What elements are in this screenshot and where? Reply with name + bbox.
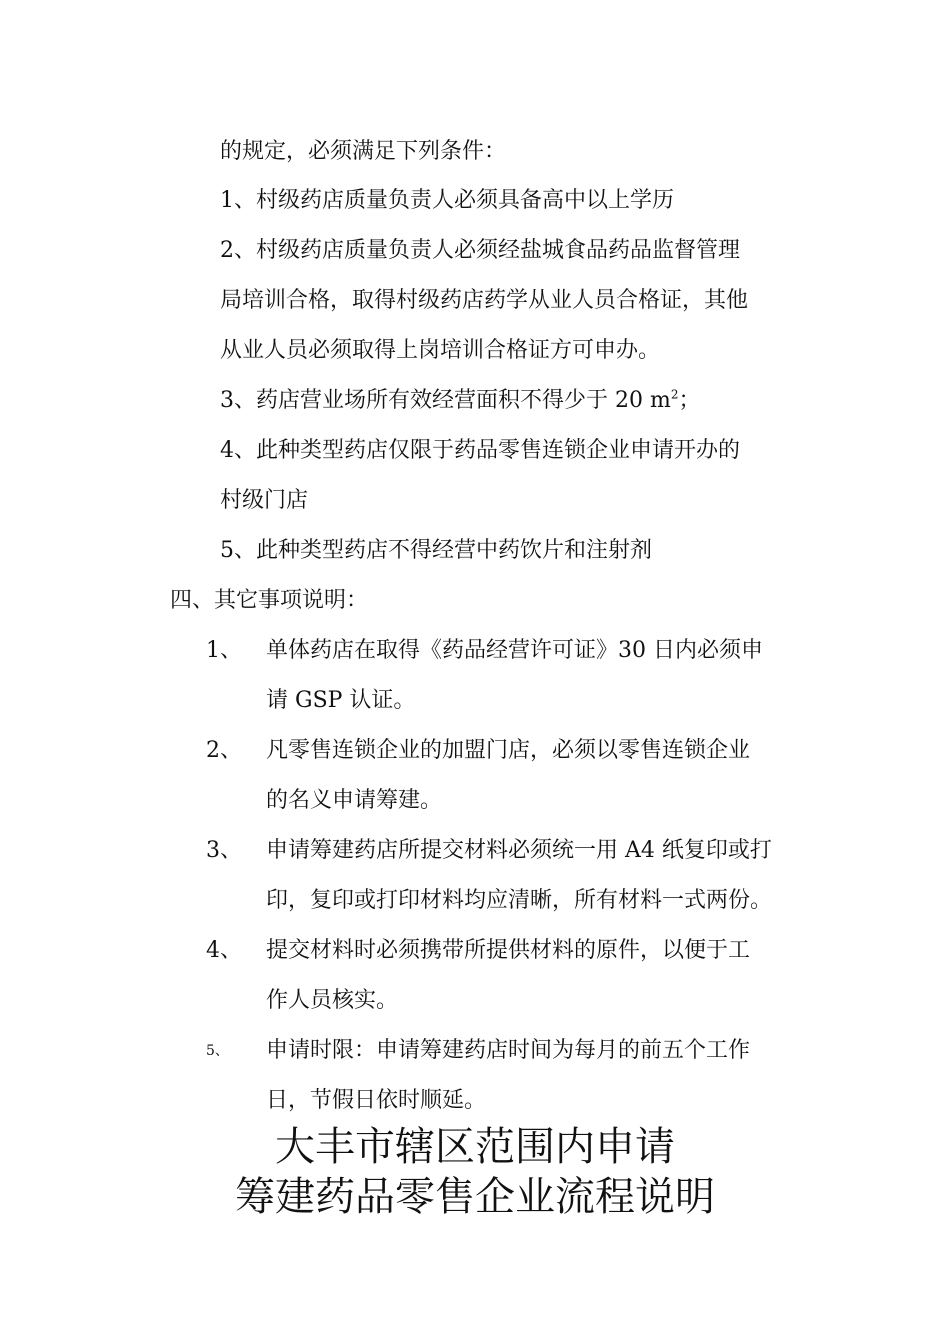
- condition-3-end: ；: [678, 388, 701, 413]
- item-3-number: 3、: [206, 838, 242, 863]
- item-1-number: 1、: [206, 638, 242, 663]
- condition-1: 1、村级药店质量负责人必须具备高中以上学历: [220, 188, 674, 213]
- item-3-line-1: 申请筹建药店所提交材料必须统一用 A4 纸复印或打: [266, 838, 772, 863]
- condition-5: 5、此种类型药店不得经营中药饮片和注射剂: [220, 538, 652, 563]
- item-2-line-2: 的名义申请筹建。: [266, 788, 443, 813]
- conditions-intro: 的规定，必须满足下列条件：: [220, 139, 507, 164]
- condition-2-line-3: 从业人员必须取得上岗培训合格证方可申办。: [220, 338, 661, 363]
- item-5-line-2: 日，节假日依时顺延。: [266, 1088, 487, 1113]
- item-4-line-1: 提交材料时必须携带所提供材料的原件，以便于工: [266, 938, 751, 963]
- condition-3: [220, 386, 701, 416]
- item-4-number: 4、: [206, 938, 242, 963]
- item-4-line-2: 作人员核实。: [266, 988, 399, 1013]
- item-5-line-1: 申请时限：申请筹建药店时间为每月的前五个工作: [266, 1038, 751, 1063]
- condition-4-line-1: 4、此种类型药店仅限于药品零售连锁企业申请开办的: [220, 438, 740, 463]
- document-title-line-2: 筹建药品零售企业流程说明: [235, 1174, 715, 1220]
- item-1-line-2: 请 GSP 认证。: [266, 688, 416, 713]
- item-3-line-2: 印，复印或打印材料均应清晰，所有材料一式两份。: [266, 888, 773, 913]
- item-2-number: 2、: [206, 738, 242, 763]
- condition-3-text: 3、药店营业场所有效经营面积不得少于 20 m: [220, 388, 671, 413]
- document-title-line-1: 大丰市辖区范围内申请: [275, 1124, 675, 1170]
- item-5-number: 5、: [206, 1043, 229, 1059]
- condition-2-line-1: 2、村级药店质量负责人必须经盐城食品药品监督管理: [220, 238, 740, 263]
- condition-3-superscript: 2: [670, 387, 679, 402]
- condition-4-line-2: 村级门店: [220, 488, 309, 513]
- condition-2-line-2: 局培训合格，取得村级药店药学从业人员合格证，其他: [220, 288, 749, 313]
- section-4-heading: 四、其它事项说明：: [170, 588, 369, 613]
- item-1-line-1: 单体药店在取得《药品经营许可证》30 日内必须申: [266, 638, 763, 663]
- item-2-line-1: 凡零售连锁企业的加盟门店，必须以零售连锁企业: [266, 738, 751, 763]
